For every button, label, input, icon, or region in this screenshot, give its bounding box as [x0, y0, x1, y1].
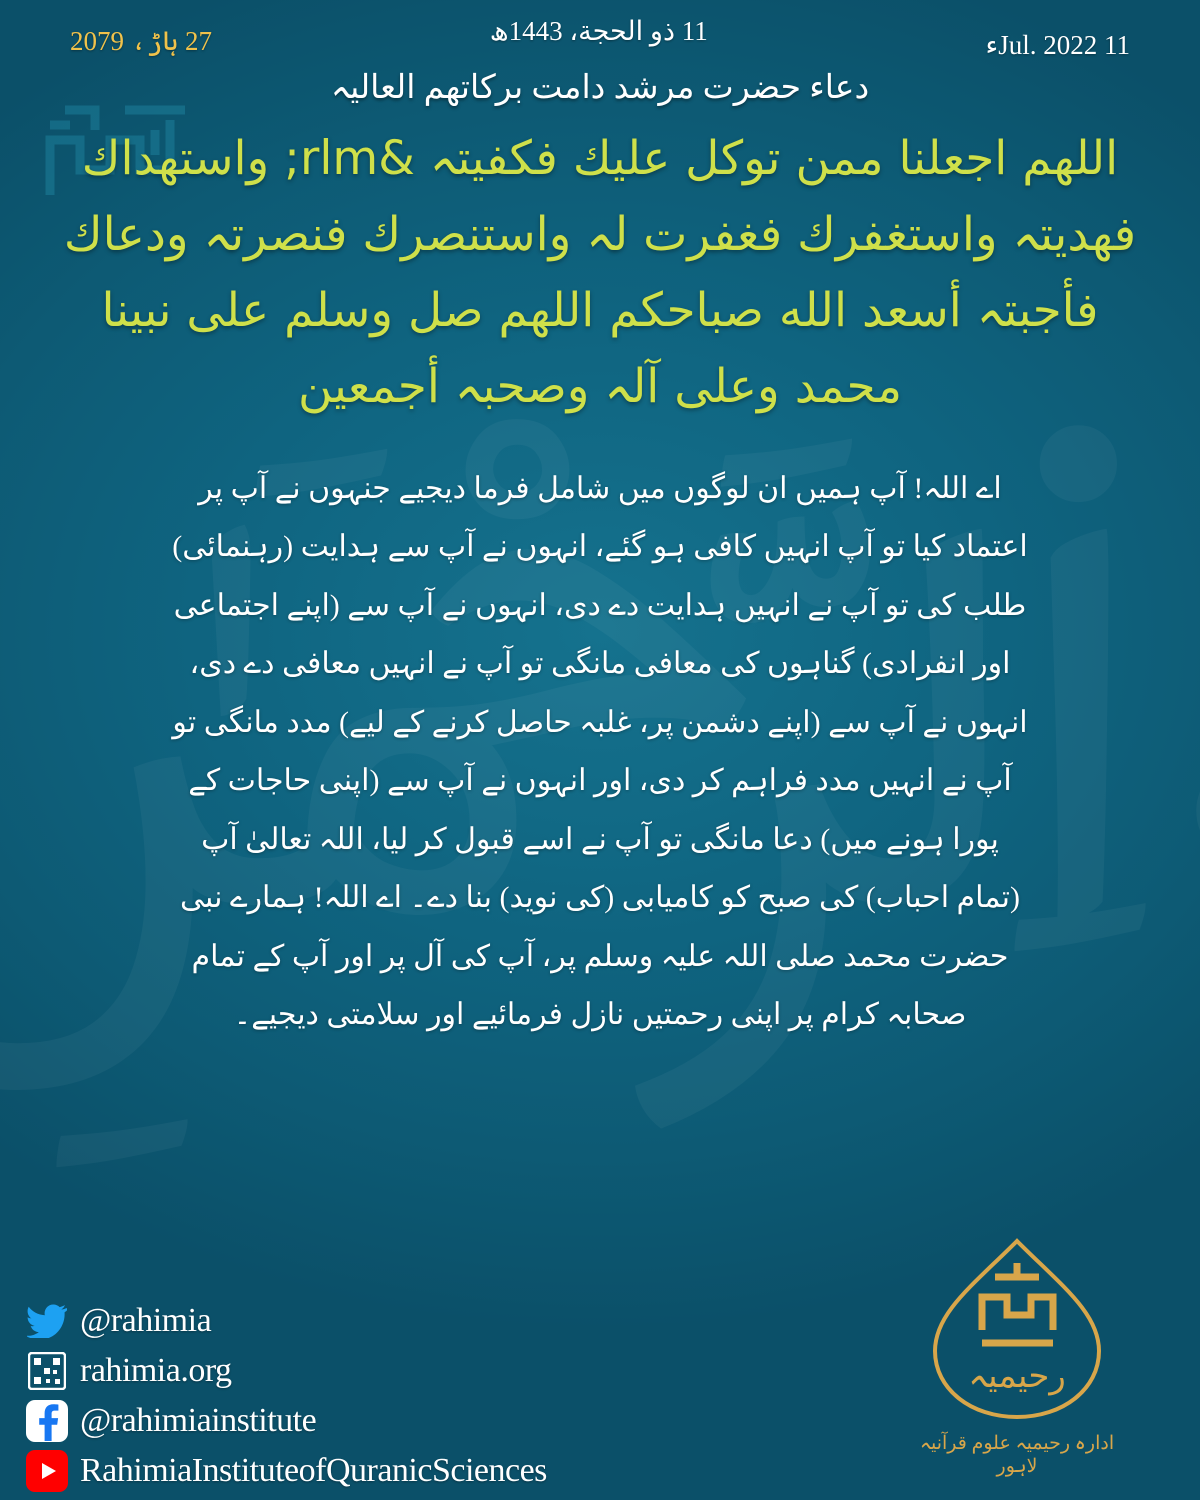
- twitter-icon: [26, 1300, 68, 1342]
- gregorian-date: 11 Jul. 2022ء: [985, 30, 1130, 60]
- logo-mark-text: رحیمیہ: [968, 1356, 1066, 1396]
- facebook-handle: @rahimiainstitute: [80, 1402, 317, 1439]
- social-links: [26, 1300, 547, 1492]
- social-row-facebook[interactable]: [26, 1400, 547, 1442]
- organization-logo: [912, 1235, 1122, 1478]
- social-row-youtube[interactable]: [26, 1450, 547, 1492]
- page-title: دعاء حضرت مرشد دامت بركاتهم العالیہ: [330, 70, 870, 106]
- header-dates: [0, 0, 1200, 61]
- arabic-dua-text: اللهم اجعلنا ممن توكل علیك فكفیتہ &rlm; واستهداك فهدیتہ واستغفرك فغفرت لہ واستنصرك فنصرتہ ودعاك فأجبتہ أسعد الله صباحكم اللهم صل وسلم علی نبینا محمد وعلی آلہ وصحبہ أجمعین: [63, 131, 1137, 415]
- facebook-icon: [26, 1400, 68, 1442]
- social-row-website[interactable]: [26, 1350, 547, 1392]
- twitter-handle: @rahimia: [80, 1302, 212, 1339]
- youtube-icon: [26, 1450, 68, 1492]
- hijri-date: 11 ذو الحجة، 1443ھ: [489, 16, 708, 46]
- social-row-twitter[interactable]: [26, 1300, 547, 1342]
- logo-mark-icon: [927, 1235, 1107, 1425]
- local-date: 27 ہاڑ، 2079: [70, 26, 212, 56]
- youtube-channel: RahimiaInstituteofQuranicSciences: [80, 1452, 547, 1489]
- website-icon: [26, 1350, 68, 1392]
- urdu-translation-text: اے اللہ! آپ ہمیں ان لوگوں میں شامل فرما دیجیے جنہوں نے آپ پر اعتماد کیا تو آپ انہیں کافی ہو گئے، انہوں نے آپ سے ہدایت (رہنمائی) طلب کی تو آپ نے انہیں ہدایت دے دی، انہوں نے آپ سے (اپنے اجتماعی اور انفرادی) گناہوں کی معافی مانگی تو آپ نے انہیں معافی دے دی، انہوں نے آپ سے (اپنے دشمن پر، غلبہ حاصل کرنے کے لیے) مدد مانگی تو آپ نے انہیں مدد فراہم کر دی، اور انہوں نے آپ سے (اپنی حاجات کے پورا ہونے میں) دعا مانگی تو آپ نے اسے قبول کر لیا، اللہ تعالیٰ آپ (تمام احباب) کی صبح کو کامیابی (کی نوید) بنا دے۔ اے اللہ! ہمارے نبی حضرت محمد صلی اللہ علیہ وسلم پر، آپ کی آل پر اور آپ کے تمام صحابہ کرام پر اپنی رحمتیں نازل فرمائیے اور سلامتی دیجیے۔: [172, 471, 1028, 1031]
- logo-subtitle: ادارہ رحیمیہ علوم قرآنیہ لاہور: [919, 1433, 1115, 1477]
- website-url: rahimia.org: [80, 1352, 232, 1389]
